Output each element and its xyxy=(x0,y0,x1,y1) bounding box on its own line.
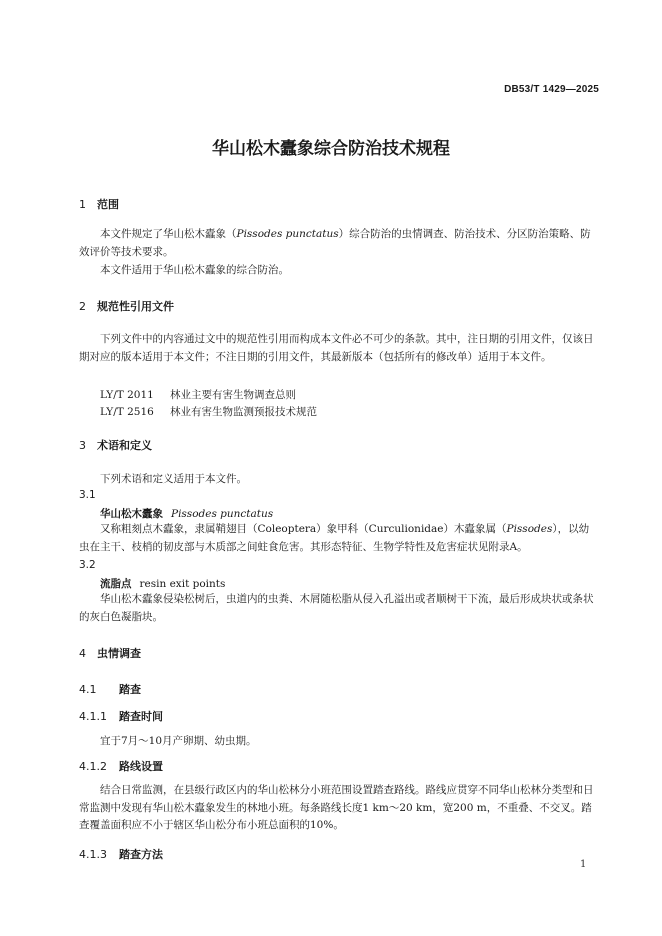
latin-name: Pissodes xyxy=(506,523,553,535)
subsection-4-1-heading xyxy=(79,681,141,697)
section-number: 2 xyxy=(79,300,86,313)
text-run: ）综合防治的虫情调查、防治技术、分区防治策略、防效评价等技术要求。 xyxy=(79,228,591,258)
section-number: 1 xyxy=(79,198,86,211)
section-title: 踏查 xyxy=(119,683,141,696)
section-1-paragraph-1 xyxy=(79,226,599,261)
subsection-4-1-1-text: 宜于7月～10月产卵期、幼虫期。 xyxy=(100,735,257,747)
section-number: 4.1.3 xyxy=(79,848,107,861)
subsection-4-1-3-heading xyxy=(79,846,163,862)
text-run: 又称粗刻点木蠹象，隶属鞘翅目（Coleoptera）象甲科（Curculionidae）木蠹象属（ xyxy=(100,523,507,535)
standard-code: DB53/T 1429—2025 xyxy=(504,84,599,95)
reference-code: LY/T 2516 xyxy=(100,406,154,418)
subsection-4-1-1-heading xyxy=(79,708,163,724)
term-number: 3.2 xyxy=(79,559,96,571)
term-name: 流脂点 xyxy=(100,578,132,590)
section-3-intro: 下列术语和定义适用于本文件。 xyxy=(100,473,247,485)
reference-code: LY/T 2011 xyxy=(100,389,154,401)
latin-name: Pissodes punctatus xyxy=(236,228,339,240)
text-run: ），以幼虫在主干、枝梢的韧皮部与木质部之间蛀食危害。其形态特征、生物学特性及危害症状见附录A。 xyxy=(79,523,590,553)
term-name: 华山松木蠹象 xyxy=(100,508,163,520)
reference-title: 林业主要有害生物调查总则 xyxy=(170,389,296,401)
section-2-heading xyxy=(79,298,174,314)
section-title: 规范性引用文件 xyxy=(97,300,174,313)
term-entry xyxy=(100,506,273,521)
section-number: 3 xyxy=(79,439,86,452)
reference-item xyxy=(100,387,296,402)
reference-title: 林业有害生物监测预报技术规范 xyxy=(170,406,317,418)
document-title: 华山松木蠹象综合防治技术规程 xyxy=(212,139,450,159)
section-2-paragraph-1: 下列文件中的内容通过文中的规范性引用而构成本文件必不可少的条款。其中，注日期的引用文件，仅该日期对应的版本适用于本文件；不注日期的引用文件，其最新版本（包括所有的修改单）适用于本文件。 xyxy=(79,333,594,363)
term-english: Pissodes punctatus xyxy=(171,508,274,520)
section-title: 术语和定义 xyxy=(97,439,152,452)
page-number: 1 xyxy=(580,859,587,870)
section-title: 路线设置 xyxy=(119,760,163,773)
reference-item xyxy=(100,404,317,419)
subsection-4-1-2-text: 结合日常监测，在县级行政区内的华山松林分小班范围设置踏查路线。路线应贯穿不同华山松林分类型和日常监测中发现有华山松木蠹象发生的林地小班。每条路线长度1 km～20 km，宽200 m，不重叠、不交叉。踏查覆盖面积应不小于辖区华山松分布小班总面积的10%。 xyxy=(79,784,594,831)
section-title: 虫情调查 xyxy=(97,647,141,660)
section-number: 4.1.1 xyxy=(79,710,107,723)
section-title: 踏查时间 xyxy=(119,710,163,723)
section-title: 范围 xyxy=(97,198,119,211)
section-4-heading xyxy=(79,645,141,661)
term-entry xyxy=(100,576,225,591)
section-number: 4.1 xyxy=(79,683,97,696)
section-1-heading xyxy=(79,196,119,212)
term-number: 3.1 xyxy=(79,489,96,501)
section-3-heading xyxy=(79,437,152,453)
subsection-4-1-2-heading xyxy=(79,758,163,774)
text-run: 本文件规定了华山松木蠹象（ xyxy=(100,228,237,240)
section-title: 踏查方法 xyxy=(119,848,163,861)
section-1-paragraph-2: 本文件适用于华山松木蠹象的综合防治。 xyxy=(100,264,289,276)
term-english: resin exit points xyxy=(139,578,226,590)
section-number: 4 xyxy=(79,647,86,660)
term-definition: 华山松木蠹象侵染松树后，虫道内的虫粪、木屑随松脂从侵入孔溢出或者顺树干下流，最后形成块状或条状的灰白色凝脂块。 xyxy=(79,593,594,623)
section-number: 4.1.2 xyxy=(79,760,107,773)
term-definition xyxy=(79,521,599,556)
